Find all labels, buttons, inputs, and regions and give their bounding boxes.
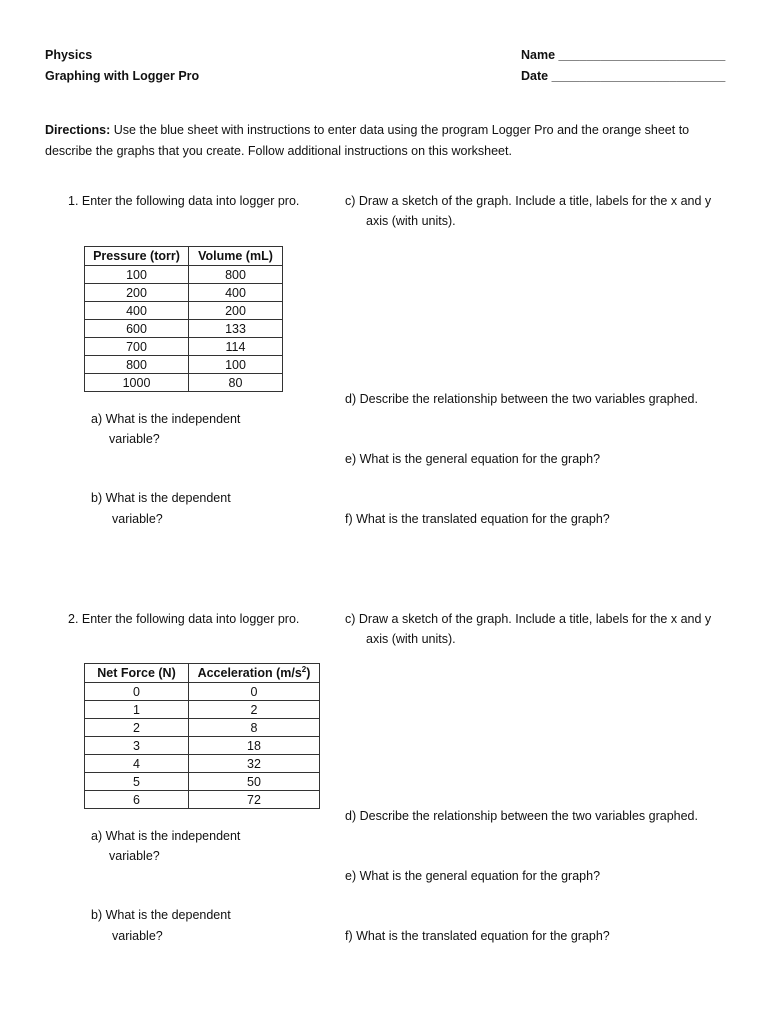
- table-row: [85, 737, 320, 755]
- header-superscript: 2: [301, 665, 307, 675]
- worksheet-subtitle: Graphing with Logger Pro: [45, 69, 200, 83]
- directions-text: Use the blue sheet with instructions to enter data using the program Logger Pro and the orange sheet to describe the graphs that you create. Follow additional instructions on this worksheet.: [45, 123, 690, 158]
- q2-part-e: e) What is the general equation for the graph?: [345, 869, 601, 883]
- table-header: Pressure (torr): [85, 247, 189, 266]
- q1-part-c-cont: axis (with units).: [366, 214, 456, 228]
- table-row: [85, 320, 283, 338]
- q2-part-d: d) Describe the relationship between the two variables graphed.: [345, 809, 698, 823]
- q2-data-table: [84, 663, 320, 809]
- table-cell: 6: [85, 791, 189, 809]
- table-cell: 18: [189, 737, 320, 755]
- table-row: [85, 701, 320, 719]
- q1-part-e: e) What is the general equation for the graph?: [345, 452, 601, 466]
- directions-label: Directions:: [45, 123, 111, 137]
- table-row: [85, 683, 320, 701]
- table-cell: 8: [189, 719, 320, 737]
- table-cell: 100: [189, 356, 283, 374]
- table-cell: 700: [85, 338, 189, 356]
- table-cell: 400: [85, 302, 189, 320]
- header-text: Acceleration (m/s: [197, 666, 302, 681]
- table-header: Net Force (N): [85, 664, 189, 683]
- q2-part-c: c) Draw a sketch of the graph. Include a title, labels for the x and y: [345, 612, 712, 626]
- table-cell: 2: [189, 701, 320, 719]
- q2-part-a: a) What is the independent: [91, 829, 241, 843]
- table-header: Volume (mL): [189, 247, 283, 266]
- table-cell: 0: [189, 683, 320, 701]
- table-cell: 4: [85, 755, 189, 773]
- table-cell: 50: [189, 773, 320, 791]
- q1-prompt: 1. Enter the following data into logger pro.: [68, 194, 300, 208]
- table-cell: 200: [189, 302, 283, 320]
- table-cell: 0: [85, 683, 189, 701]
- q1-part-c: c) Draw a sketch of the graph. Include a title, labels for the x and y: [345, 194, 712, 208]
- table-header: [189, 664, 320, 683]
- table-cell: 800: [189, 266, 283, 284]
- table-cell: 3: [85, 737, 189, 755]
- table-cell: 600: [85, 320, 189, 338]
- table-row: [85, 719, 320, 737]
- q2-part-f: f) What is the translated equation for the graph?: [345, 929, 610, 943]
- table-cell: 2: [85, 719, 189, 737]
- table-cell: 114: [189, 338, 283, 356]
- table-cell: 100: [85, 266, 189, 284]
- q2-prompt: 2. Enter the following data into logger pro.: [68, 612, 300, 626]
- table-row: [85, 302, 283, 320]
- table-row: [85, 284, 283, 302]
- table-row: [85, 755, 320, 773]
- table-row: [85, 338, 283, 356]
- table-cell: 133: [189, 320, 283, 338]
- q1-part-b-cont: variable?: [112, 512, 163, 526]
- q1-part-f: f) What is the translated equation for the graph?: [345, 512, 610, 526]
- date-field: Date _________________________: [521, 69, 726, 83]
- q2-part-a-cont: variable?: [109, 849, 160, 863]
- table-row: [85, 356, 283, 374]
- table-row: [85, 791, 320, 809]
- q1-data-table: [84, 246, 283, 392]
- q1-part-a-cont: variable?: [109, 432, 160, 446]
- q1-part-a: a) What is the independent: [91, 412, 241, 426]
- directions: [45, 120, 735, 162]
- table-cell: 1000: [85, 374, 189, 392]
- q1-part-b: b) What is the dependent: [91, 491, 231, 505]
- table-row: [85, 374, 283, 392]
- table-cell: 200: [85, 284, 189, 302]
- table-row: [85, 266, 283, 284]
- q2-part-b: b) What is the dependent: [91, 908, 231, 922]
- table-cell: 72: [189, 791, 320, 809]
- table-cell: 1: [85, 701, 189, 719]
- course-title: Physics: [45, 48, 93, 62]
- table-cell: 5: [85, 773, 189, 791]
- q1-part-d: d) Describe the relationship between the two variables graphed.: [345, 392, 698, 406]
- q2-part-b-cont: variable?: [112, 929, 163, 943]
- table-cell: 80: [189, 374, 283, 392]
- table-cell: 400: [189, 284, 283, 302]
- table-row: [85, 773, 320, 791]
- table-cell: 800: [85, 356, 189, 374]
- q2-part-c-cont: axis (with units).: [366, 632, 456, 646]
- table-cell: 32: [189, 755, 320, 773]
- header-text: ): [306, 666, 311, 681]
- name-field: Name ________________________: [521, 48, 726, 62]
